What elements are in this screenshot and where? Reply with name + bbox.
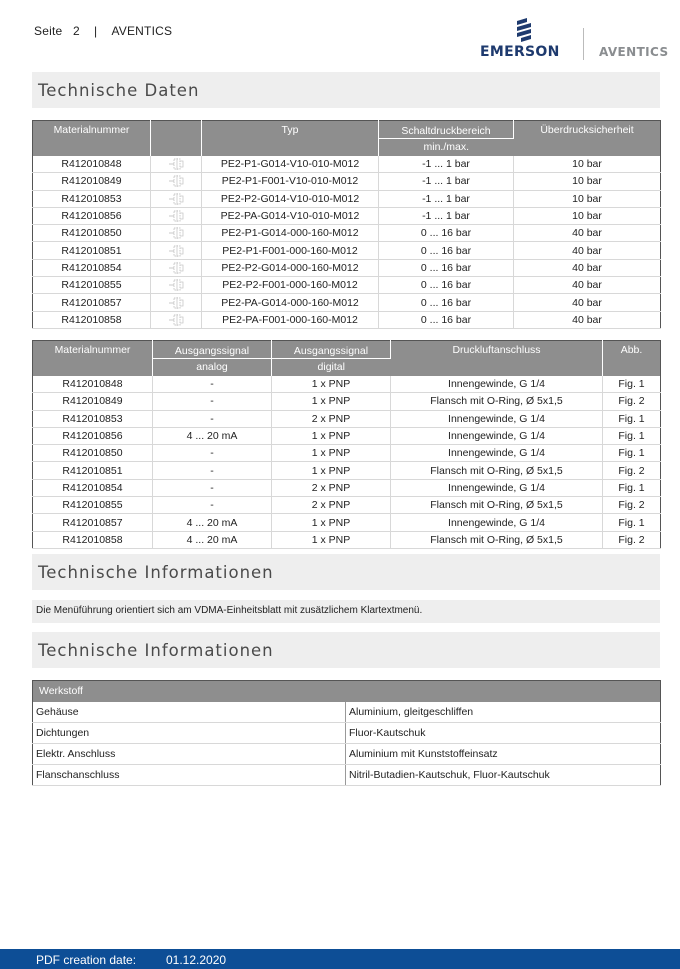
section-title-technical-info-2 (32, 632, 660, 668)
table-row (33, 479, 661, 496)
cell-material: R412010857 (33, 294, 151, 311)
cell-material: R412010848 (33, 156, 151, 173)
section-title-text: Technische Informationen (38, 641, 274, 660)
pressure-switch-symbol-icon (168, 278, 184, 292)
logo-divider (583, 28, 584, 60)
table-row (33, 410, 661, 427)
cell-range: -1 ... 1 bar (379, 190, 514, 207)
material-table (32, 680, 661, 786)
cell-type: PE2-P2-F001-000-160-M012 (202, 277, 379, 294)
table-row (33, 462, 661, 479)
page-number: 2 (72, 24, 80, 38)
cell-analog: - (153, 479, 272, 496)
table-row (33, 259, 661, 276)
cell-fig: Fig. 2 (603, 497, 661, 514)
cell-overpressure: 40 bar (514, 242, 661, 259)
footer-label: PDF creation date: (36, 953, 137, 967)
col-header-analog-sub: analog (153, 359, 272, 376)
cell-range: 0 ... 16 bar (379, 225, 514, 242)
col-header-symbol (151, 121, 202, 156)
cell-range: -1 ... 1 bar (379, 173, 514, 190)
cell-type: PE2-P1-G014-V10-010-M012 (202, 156, 379, 173)
col-header-digital: Ausgangssignal (272, 341, 391, 359)
cell-material: R412010851 (33, 462, 153, 479)
cell-fig: Fig. 1 (603, 410, 661, 427)
cell-symbol (151, 190, 202, 207)
cell-material: R412010858 (33, 311, 151, 328)
cell-overpressure: 10 bar (514, 156, 661, 173)
aventics-logo: AVENTICS (599, 45, 669, 59)
emerson-wordmark: EMERSON (480, 44, 560, 60)
cell-digital: 1 x PNP (272, 445, 391, 462)
pressure-switch-symbol-icon (168, 209, 184, 223)
cell-analog: - (153, 497, 272, 514)
col-header-digital-sub: digital (272, 359, 391, 376)
page-label: Seite (34, 24, 63, 38)
cell-part: Dichtungen (33, 723, 346, 744)
cell-analog: - (153, 393, 272, 410)
cell-material-value: Aluminium, gleitgeschliffen (346, 702, 661, 723)
table-row (33, 514, 661, 531)
table-row (33, 427, 661, 444)
cell-fig: Fig. 1 (603, 445, 661, 462)
table-row (33, 156, 661, 173)
pressure-switch-symbol-icon (168, 244, 184, 258)
cell-overpressure: 40 bar (514, 294, 661, 311)
cell-material-value: Nitril-Butadien-Kautschuk, Fluor-Kautschuk (346, 765, 661, 786)
cell-analog: - (153, 410, 272, 427)
section-title-text: Technische Daten (38, 81, 200, 100)
technical-data-table (32, 120, 661, 329)
cell-type: PE2-P2-G014-000-160-M012 (202, 259, 379, 276)
table-row (33, 207, 661, 224)
table-row (33, 702, 661, 723)
table-row (33, 765, 661, 786)
cell-overpressure: 40 bar (514, 311, 661, 328)
page-indicator (34, 24, 172, 38)
table-row (33, 744, 661, 765)
section-title-technical-data (32, 72, 660, 108)
emerson-logo (480, 18, 568, 60)
col-header-overpressure: Überdrucksicherheit (514, 121, 661, 156)
table-row (33, 173, 661, 190)
cell-fig: Fig. 1 (603, 514, 661, 531)
cell-digital: 1 x PNP (272, 514, 391, 531)
cell-connection: Flansch mit O-Ring, Ø 5x1,5 (391, 393, 603, 410)
cell-type: PE2-P1-F001-000-160-M012 (202, 242, 379, 259)
col-header-material: Materialnummer (33, 121, 151, 156)
cell-material: R412010854 (33, 479, 153, 496)
cell-range: 0 ... 16 bar (379, 259, 514, 276)
pressure-switch-symbol-icon (168, 226, 184, 240)
cell-symbol (151, 259, 202, 276)
table-row (33, 376, 661, 393)
cell-analog: - (153, 462, 272, 479)
cell-fig: Fig. 1 (603, 427, 661, 444)
cell-connection: Innengewinde, G 1/4 (391, 445, 603, 462)
cell-fig: Fig. 2 (603, 531, 661, 548)
cell-digital: 1 x PNP (272, 531, 391, 548)
col-header-type: Typ (202, 121, 379, 156)
cell-material: R412010858 (33, 531, 153, 548)
cell-type: PE2-P2-G014-V10-010-M012 (202, 190, 379, 207)
cell-material: R412010856 (33, 427, 153, 444)
cell-part: Elektr. Anschluss (33, 744, 346, 765)
cell-material: R412010851 (33, 242, 151, 259)
col-header-range-sub: min./max. (379, 139, 514, 156)
cell-material: R412010849 (33, 173, 151, 190)
cell-symbol (151, 207, 202, 224)
pressure-switch-symbol-icon (168, 296, 184, 310)
col-header-analog: Ausgangssignal (153, 341, 272, 359)
col-header-fig: Abb. (603, 341, 661, 376)
cell-symbol (151, 225, 202, 242)
cell-connection: Flansch mit O-Ring, Ø 5x1,5 (391, 462, 603, 479)
cell-range: 0 ... 16 bar (379, 277, 514, 294)
table-row (33, 311, 661, 328)
table-row (33, 497, 661, 514)
cell-connection: Flansch mit O-Ring, Ø 5x1,5 (391, 497, 603, 514)
cell-digital: 1 x PNP (272, 462, 391, 479)
cell-part: Gehäuse (33, 702, 346, 723)
table-row (33, 723, 661, 744)
section-title-text: Technische Informationen (38, 563, 274, 582)
cell-material: R412010855 (33, 277, 151, 294)
cell-material: R412010850 (33, 225, 151, 242)
cell-range: 0 ... 16 bar (379, 311, 514, 328)
cell-symbol (151, 173, 202, 190)
cell-symbol (151, 242, 202, 259)
cell-material: R412010853 (33, 190, 151, 207)
cell-material: R412010855 (33, 497, 153, 514)
cell-symbol (151, 294, 202, 311)
footer-date: 01.12.2020 (166, 953, 227, 967)
pressure-switch-symbol-icon (168, 192, 184, 206)
page-header (0, 0, 680, 70)
cell-range: -1 ... 1 bar (379, 207, 514, 224)
cell-connection: Innengewinde, G 1/4 (391, 410, 603, 427)
cell-connection: Innengewinde, G 1/4 (391, 376, 603, 393)
output-signal-table (32, 340, 661, 549)
cell-material: R412010848 (33, 376, 153, 393)
cell-overpressure: 40 bar (514, 225, 661, 242)
pressure-switch-symbol-icon (168, 174, 184, 188)
cell-material: R412010850 (33, 445, 153, 462)
cell-symbol (151, 156, 202, 173)
cell-material: R412010857 (33, 514, 153, 531)
col-header-connection: Druckluftanschluss (391, 341, 603, 376)
cell-analog: 4 ... 20 mA (153, 427, 272, 444)
cell-range: -1 ... 1 bar (379, 156, 514, 173)
cell-overpressure: 10 bar (514, 173, 661, 190)
table-row (33, 225, 661, 242)
table-row (33, 393, 661, 410)
cell-digital: 1 x PNP (272, 427, 391, 444)
cell-analog: - (153, 376, 272, 393)
cell-connection: Flansch mit O-Ring, Ø 5x1,5 (391, 531, 603, 548)
header-separator: | (93, 24, 98, 38)
cell-overpressure: 10 bar (514, 190, 661, 207)
cell-material: R412010854 (33, 259, 151, 276)
info-text: Die Menüführung orientiert sich am VDMA-Einheitsblatt mit zusätzlichem Klartextmenü. (36, 605, 423, 616)
cell-material: R412010853 (33, 410, 153, 427)
cell-material-value: Fluor-Kautschuk (346, 723, 661, 744)
cell-fig: Fig. 1 (603, 376, 661, 393)
cell-analog: 4 ... 20 mA (153, 514, 272, 531)
cell-fig: Fig. 2 (603, 393, 661, 410)
cell-overpressure: 40 bar (514, 277, 661, 294)
cell-range: 0 ... 16 bar (379, 294, 514, 311)
cell-material-value: Aluminium mit Kunststoffeinsatz (346, 744, 661, 765)
section-title-technical-info (32, 554, 660, 590)
cell-fig: Fig. 2 (603, 462, 661, 479)
cell-digital: 2 x PNP (272, 497, 391, 514)
cell-connection: Innengewinde, G 1/4 (391, 514, 603, 531)
cell-material: R412010849 (33, 393, 153, 410)
cell-material: R412010856 (33, 207, 151, 224)
col-header-range: Schaltdruckbereich (379, 121, 514, 139)
material-header: Werkstoff (33, 681, 661, 702)
table-row (33, 294, 661, 311)
table-row (33, 190, 661, 207)
cell-digital: 2 x PNP (272, 479, 391, 496)
cell-type: PE2-PA-G014-000-160-M012 (202, 294, 379, 311)
col-header-material-2: Materialnummer (33, 341, 153, 376)
pressure-switch-symbol-icon (168, 157, 184, 171)
company-name: AVENTICS (111, 24, 173, 38)
table-row (33, 242, 661, 259)
cell-connection: Innengewinde, G 1/4 (391, 427, 603, 444)
cell-digital: 1 x PNP (272, 393, 391, 410)
cell-symbol (151, 311, 202, 328)
cell-type: PE2-P1-G014-000-160-M012 (202, 225, 379, 242)
cell-range: 0 ... 16 bar (379, 242, 514, 259)
table-row (33, 277, 661, 294)
cell-digital: 2 x PNP (272, 410, 391, 427)
cell-fig: Fig. 1 (603, 479, 661, 496)
cell-analog: - (153, 445, 272, 462)
cell-digital: 1 x PNP (272, 376, 391, 393)
page-footer (0, 949, 680, 969)
cell-connection: Innengewinde, G 1/4 (391, 479, 603, 496)
cell-part: Flanschanschluss (33, 765, 346, 786)
emerson-mark-icon (513, 18, 535, 42)
cell-overpressure: 40 bar (514, 259, 661, 276)
table-row (33, 531, 661, 548)
pressure-switch-symbol-icon (168, 261, 184, 275)
cell-symbol (151, 277, 202, 294)
info-text-box (32, 600, 660, 623)
table-row (33, 445, 661, 462)
cell-type: PE2-P1-F001-V10-010-M012 (202, 173, 379, 190)
cell-overpressure: 10 bar (514, 207, 661, 224)
cell-type: PE2-PA-G014-V10-010-M012 (202, 207, 379, 224)
pressure-switch-symbol-icon (168, 313, 184, 327)
cell-type: PE2-PA-F001-000-160-M012 (202, 311, 379, 328)
cell-analog: 4 ... 20 mA (153, 531, 272, 548)
